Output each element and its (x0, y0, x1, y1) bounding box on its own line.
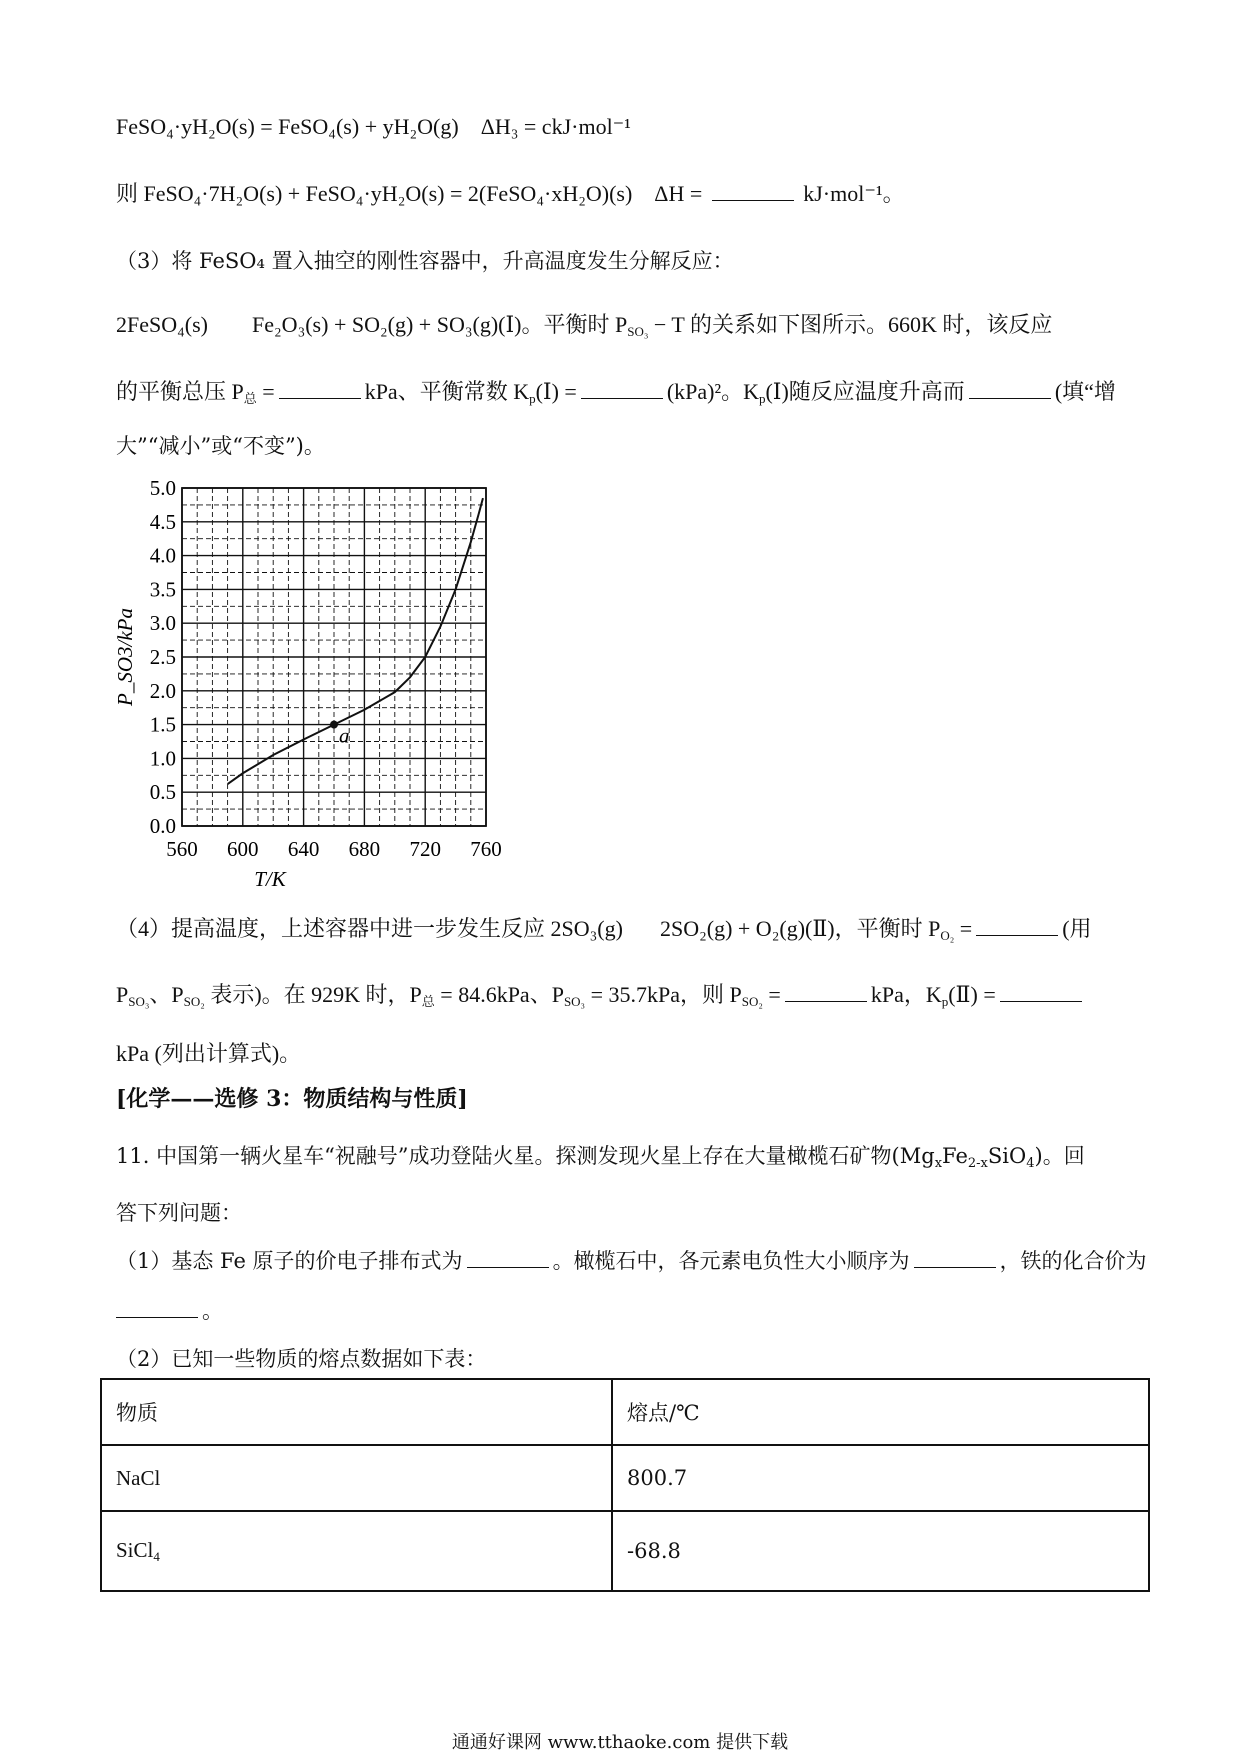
subscript: SO₃ (563, 994, 586, 1009)
text: (kPa)²。K (666, 379, 759, 404)
answer-blank (976, 917, 1058, 936)
subscript: 4 (153, 1548, 160, 1564)
table-cell-substance: NaCl (101, 1445, 612, 1511)
text: 。橄榄石中，各元素电负性大小顺序为 (552, 1249, 910, 1273)
text: (Ⅱ) = (948, 982, 996, 1007)
subscript: SO₃ (128, 994, 150, 1009)
text: 11. 中国第一辆火星车“祝融号”成功登陆火星。探测发现火星上存在大量橄榄石矿物(Mg (116, 1144, 935, 1168)
y-axis-label: P_SO3/kPa (113, 608, 137, 706)
text: (Ⅰ)随反应温度升高而 (765, 379, 965, 404)
x-tick-label: 680 (348, 837, 381, 861)
y-tick-label: 5.0 (149, 476, 176, 500)
subscript: O₂ (940, 928, 955, 943)
combined-equation-unit: kJ·mol⁻¹。 (803, 181, 905, 206)
answer-blank (712, 182, 794, 201)
answer-blank (1000, 983, 1082, 1002)
y-tick-label: 0.0 (149, 814, 176, 838)
text: 、P (149, 982, 184, 1007)
y-tick-label: 2.0 (149, 678, 176, 703)
x-tick-label: 640 (287, 837, 320, 861)
text: )。回 (1034, 1144, 1085, 1168)
text: (填“增 (1054, 379, 1116, 404)
y-tick-label: 3.0 (149, 611, 176, 636)
table-header-cell: 熔点/℃ (612, 1379, 1149, 1445)
table-row (101, 1445, 1149, 1511)
answer-blank (467, 1249, 549, 1268)
pso3-temperature-chart (110, 470, 570, 900)
q3-line3: 大”“减小”或“不变”)。 (116, 434, 325, 458)
text: kPa、平衡常数 K (364, 379, 530, 404)
q4-line1 (116, 912, 1092, 944)
text: (Ⅰ) = (535, 379, 577, 404)
text: = 84.6kPa、P (434, 982, 564, 1007)
table-header-cell: 物质 (101, 1379, 612, 1445)
subscript: SO₂ (183, 994, 205, 1009)
table-cell-value: 800.7 (612, 1445, 1149, 1511)
y-tick-label: 0.5 (149, 780, 176, 805)
text: kPa，K (870, 982, 942, 1007)
q11-part1-cont (116, 1295, 223, 1325)
subscript: p (941, 994, 949, 1009)
y-tick-label: 2.5 (149, 645, 176, 669)
text: 的平衡总压 P (116, 379, 244, 404)
y-tick-label: 4.0 (149, 543, 176, 568)
combined-equation (116, 177, 905, 208)
answer-blank (785, 983, 867, 1002)
text: = (954, 916, 973, 941)
q3-reaction-text: 2FeSO₄(s) Fe₂O₃(s) + SO₂(g) + SO₃(g)(Ⅰ)。平衡时 P (116, 312, 628, 337)
subscript: SO₂ (741, 994, 763, 1009)
x-tick-label: 560 (166, 837, 198, 861)
x-tick-label: 760 (470, 837, 502, 861)
q11-line1 (116, 1140, 1085, 1171)
q3-intro: （3）将 FeSO₄ 置入抽空的刚性容器中，升高温度发生分解反应： (116, 249, 734, 273)
y-tick-label: 1.0 (149, 746, 176, 771)
x-tick-label: 600 (227, 837, 259, 861)
equation-3: FeSO₄·yH₂O(s) = FeSO₄(s) + yH₂O(g) ΔH₃ = ckJ·mol⁻¹ (116, 114, 631, 139)
text: ，铁的化合价为 (999, 1249, 1147, 1273)
subscript: 4 (1026, 1156, 1035, 1171)
data-point (330, 721, 338, 729)
data-point-label: a (339, 723, 350, 748)
text: = 35.7kPa，则 P (585, 982, 742, 1007)
answer-blank (969, 380, 1051, 399)
footer: 通通好课网 www.tthaoke.com 提供下载 (451, 1732, 789, 1753)
q11-line2: 答下列问题： (116, 1201, 242, 1225)
q11-part2: （2）已知一些物质的熔点数据如下表： (116, 1347, 487, 1371)
table-row (101, 1511, 1149, 1591)
subscript: SO₃ (627, 324, 649, 339)
answer-blank (914, 1249, 996, 1268)
section-title: [化学——选修 3：物质结构与性质] (116, 1086, 468, 1112)
answer-blank (279, 380, 361, 399)
table-cell-substance (101, 1511, 612, 1591)
q3-line2 (116, 375, 1116, 407)
text: （1）基态 Fe 原子的价电子排布式为 (116, 1249, 463, 1273)
subscript: p (529, 391, 536, 406)
table-header-row (101, 1379, 1149, 1445)
combined-equation-text: 则 FeSO₄·7H₂O(s) + FeSO₄·yH₂O(s) = 2(FeSO₄·xH₂O)(s) ΔH = (116, 181, 703, 206)
text: 表示)。在 929K 时，P (204, 982, 422, 1007)
text: Fe (942, 1144, 968, 1168)
text: （4）提高温度，上述容器中进一步发生反应 2SO₃(g) (116, 916, 623, 941)
table-cell-value: -68.8 (612, 1511, 1149, 1591)
text: P (116, 982, 129, 1007)
text: SiCl (116, 1537, 154, 1562)
y-tick-label: 4.5 (149, 509, 176, 534)
subscript: 2-x (967, 1156, 988, 1171)
subscript: p (758, 391, 766, 406)
text: 2SO₂(g) + O₂(g)(Ⅱ)，平衡时 P (659, 916, 941, 941)
text: (用 (1062, 916, 1092, 941)
subscript: 总 (243, 391, 257, 406)
melting-point-table (100, 1378, 1150, 1592)
text: = (256, 379, 275, 404)
q4-line3: kPa (列出计算式)。 (116, 1041, 302, 1066)
q11-part1 (116, 1245, 1147, 1275)
text: = (762, 982, 781, 1007)
text: 。 (202, 1299, 223, 1323)
q3-reaction-tail: − T 的关系如下图所示。660K 时，该反应 (648, 312, 1053, 337)
subscript: 总 (421, 994, 435, 1009)
x-tick-label: 720 (409, 837, 441, 861)
q3-reaction (116, 308, 1052, 340)
answer-blank (116, 1299, 198, 1318)
answer-blank (581, 380, 663, 399)
y-tick-label: 3.5 (149, 577, 176, 602)
y-tick-label: 1.5 (149, 712, 176, 737)
x-axis-label: T/K (254, 867, 286, 891)
q4-line2 (116, 978, 1086, 1010)
text: SiO (987, 1144, 1027, 1168)
subscript: x (934, 1156, 943, 1171)
